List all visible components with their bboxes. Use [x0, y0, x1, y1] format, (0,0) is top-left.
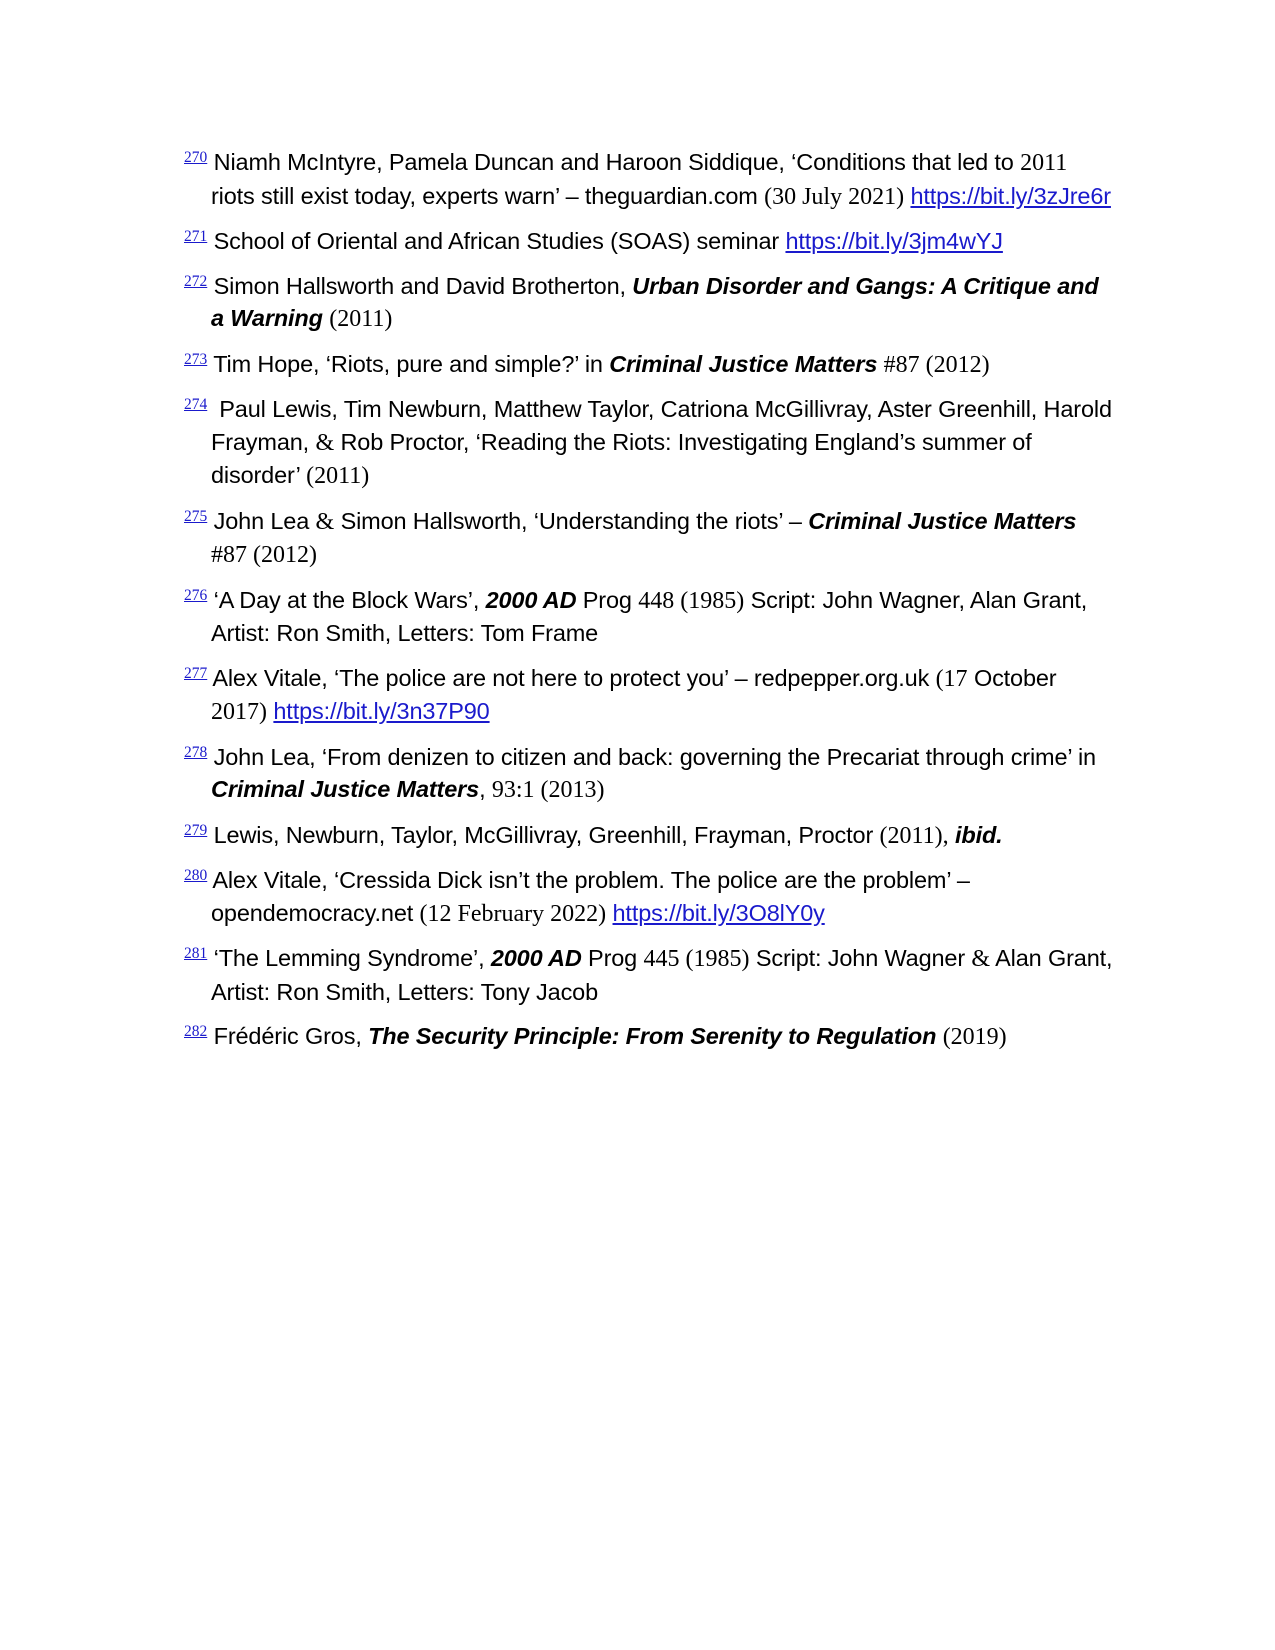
footnote-text: Alex Vitale, ‘The police are not here to protect you’ – redpepper.org.uk [207, 664, 936, 691]
citation-detail: (2019) [942, 1024, 1007, 1050]
footnote-number-link[interactable]: 281 [184, 945, 208, 962]
footnotes-list [184, 146, 1114, 1066]
citation-detail: 448 (1985) [638, 587, 745, 614]
footnote-282 [184, 1020, 1114, 1054]
footnote-number-link[interactable]: 271 [184, 228, 208, 245]
footnote-text: October [967, 664, 1057, 691]
footnote-279 [184, 819, 1114, 853]
footnote-273 [184, 348, 1114, 382]
citation-detail: 2011 [1020, 150, 1068, 176]
footnote-text: Simon Hallsworth, ‘Understanding the riots’ – [334, 507, 809, 534]
footnote-text: riots still exist today, experts warn’ – theguardian.com [211, 182, 765, 209]
url-link[interactable]: https://bit.ly/3O8lY0y [612, 899, 825, 926]
footnote-275 [184, 505, 1114, 572]
publication-title: 2000 AD [490, 945, 582, 971]
publication-title: ibid. [954, 821, 1003, 848]
citation-detail: (12 February 2022) [419, 900, 607, 927]
footnote-text: Script: John Wagner [749, 945, 972, 971]
footnote-number-link[interactable]: 278 [184, 743, 208, 761]
publication-title: 2000 AD [485, 586, 577, 613]
footnote-text: Frédéric Gros, [207, 1023, 369, 1049]
footnote-text: Niamh McIntyre, Pamela Duncan and Haroon Siddique, ‘Conditions that led to [207, 149, 1021, 175]
footnote-number-link[interactable]: 273 [184, 350, 208, 368]
footnote-text: John Lea [207, 507, 316, 534]
citation-detail: (17 [935, 665, 968, 692]
citation-detail: 445 (1985) [643, 946, 750, 972]
publication-title: Criminal Justice Matters [808, 507, 1077, 534]
footnote-text: Lewis, Newburn, Taylor, McGillivray, Greenhill, Frayman, Proctor [207, 821, 880, 848]
footnote-277 [184, 662, 1114, 729]
footnote-text: Tim Hope, ‘Riots, pure and simple?’ in [207, 350, 610, 377]
footnote-274 [184, 393, 1114, 493]
footnote-text: Alex Vitale, ‘Cressida Dick isn’t the problem. The police are the problem’ – opendemocracy.net [207, 867, 970, 926]
footnote-276 [184, 584, 1114, 650]
footnote-number-link[interactable]: 274 [184, 396, 208, 413]
citation-detail: (2011), [879, 822, 949, 849]
footnote-271 [184, 225, 1114, 258]
footnote-text: Alan Grant, Artist: Ron Smith, Letters: Tony Jacob [211, 945, 1113, 1005]
footnote-number-link[interactable]: 282 [184, 1023, 208, 1040]
citation-detail: (2011) [306, 463, 370, 489]
citation-detail: 93:1 (2013) [491, 777, 605, 803]
citation-detail: (30 July 2021) [764, 183, 905, 210]
url-link[interactable]: https://bit.ly/3jm4wYJ [785, 228, 1003, 254]
footnote-number-link[interactable]: 275 [184, 507, 208, 525]
footnote-text: Prog [581, 945, 644, 971]
footnote-number-link[interactable]: 279 [184, 821, 208, 839]
footnote-text: Paul Lewis, Tim Newburn, Matthew Taylor, Catriona McGillivray, Aster Greenhill, Harold Frayman, [211, 396, 1112, 455]
citation-detail: 2017) [211, 699, 267, 725]
publication-title: Urban Disorder and Gangs: A Critique and a Warning [211, 272, 1099, 331]
citation-detail: #87 (2012) [883, 351, 990, 378]
footnote-text: Rob Proctor, ‘Reading the Riots: Investigating England’s summer of disorder’ [211, 428, 1032, 488]
citation-detail: & [315, 429, 335, 456]
footnote-text: Script: John Wagner, Alan Grant, Artist: Ron Smith, Letters: Tom Frame [211, 586, 1088, 646]
footnote-272 [184, 270, 1114, 336]
footnote-number-link[interactable]: 276 [184, 586, 208, 604]
publication-title: The Security Principle: From Serenity to Regulation [368, 1023, 937, 1049]
footnote-text: School of Oriental and African Studies (SOAS) seminar [207, 228, 786, 254]
footnote-number-link[interactable]: 270 [184, 149, 208, 166]
footnote-number-link[interactable]: 272 [184, 272, 208, 290]
footnote-text: ‘A Day at the Block Wars’, [207, 586, 486, 613]
footnote-text: Simon Hallsworth and David Brotherton, [207, 272, 633, 299]
citation-detail: & [315, 508, 335, 535]
footnote-number-link[interactable]: 280 [184, 867, 208, 884]
footnote-text: John Lea, ‘From denizen to citizen and back: governing the Precariat through crime’ in [207, 743, 1096, 770]
citation-detail: (2011) [329, 306, 393, 332]
footnote-text: , [479, 776, 492, 802]
url-link[interactable]: https://bit.ly/3n37P90 [273, 698, 490, 724]
footnote-270 [184, 146, 1114, 213]
footnote-280 [184, 864, 1114, 930]
publication-title: Criminal Justice Matters [211, 776, 480, 802]
citation-detail: #87 (2012) [211, 542, 317, 568]
footnote-278 [184, 741, 1114, 807]
footnote-number-link[interactable]: 277 [184, 664, 208, 682]
footnote-text: ‘The Lemming Syndrome’, [207, 945, 491, 971]
citation-detail: & [971, 946, 991, 972]
footnote-281 [184, 942, 1114, 1008]
footnote-text: Prog [576, 586, 639, 613]
publication-title: Criminal Justice Matters [609, 350, 878, 377]
url-link[interactable]: https://bit.ly/3zJre6r [910, 182, 1111, 209]
